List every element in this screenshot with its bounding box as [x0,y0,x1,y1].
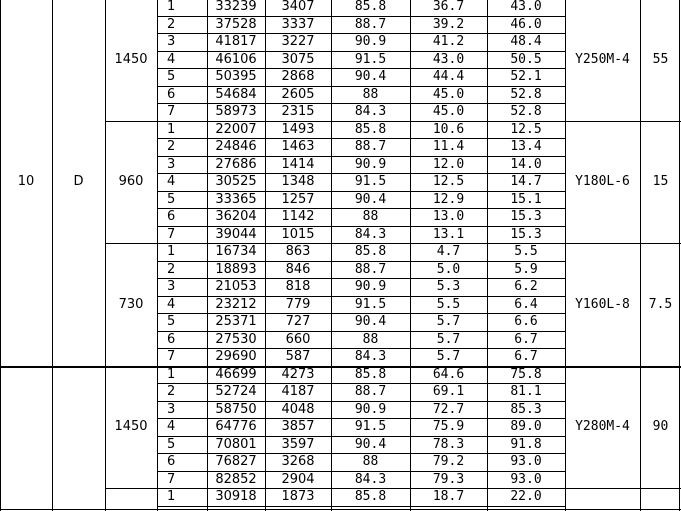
motor-power-value: 6.2 [514,279,538,295]
point-no: 1 [167,366,176,382]
shaft-power-value: 44.4 [432,69,465,85]
flow-value: 22007 [215,121,257,137]
col-divider [410,0,411,511]
efficiency-value: 88.7 [354,384,387,400]
efficiency-value: 84.3 [354,104,387,120]
head-value: 660 [285,331,311,347]
point-no: 7 [167,104,176,120]
shaft-power-value: 12.9 [432,191,465,207]
head-value: 3075 [281,51,315,67]
flow-value: 27686 [215,156,257,172]
motor-power: 55 [652,51,669,67]
point-no: 4 [167,174,176,190]
motor-power-value: 6.4 [514,296,538,312]
flow-value: 76827 [215,454,257,470]
shaft-power-value: 11.4 [432,139,465,155]
col-divider [565,0,566,511]
head-value: 4187 [281,384,315,400]
flow-value: 52724 [215,384,257,400]
head-value: 1493 [281,121,315,137]
point-no: 5 [167,69,176,85]
point-no: 2 [167,139,176,155]
border-left [0,0,1,511]
head-value: 818 [285,279,311,295]
efficiency-value: 84.3 [354,349,387,365]
efficiency-value: 88 [362,86,379,102]
motor-model: Y250M-4 [575,51,630,67]
motor-power-value: 15.1 [510,191,542,207]
point-no: 4 [167,51,176,67]
col-divider [265,0,266,511]
point-no: 1 [167,0,176,15]
flow-value: 70801 [215,436,257,452]
point-no: 7 [167,349,176,365]
shaft-power-value: 41.2 [432,34,465,50]
head-value: 1015 [281,226,315,242]
head-value: 1257 [281,191,315,207]
efficiency-value: 90.9 [354,156,387,172]
shaft-power-value: 10.6 [432,121,465,137]
point-no: 7 [167,226,176,242]
head-value: 1463 [281,139,315,155]
efficiency-value: 90.4 [354,436,387,452]
efficiency-value: 88 [362,454,379,470]
point-no: 3 [167,34,176,50]
efficiency-value: 85.8 [354,244,387,260]
head-value: 587 [285,349,311,365]
point-no: 6 [167,454,176,470]
flow-value: 58973 [215,104,257,120]
motor-power-value: 6.6 [514,314,538,330]
point-no: 2 [167,261,176,277]
flow-value: 33239 [215,0,257,15]
point-no: 6 [167,331,176,347]
head-value: 3857 [281,419,315,435]
motor-power-value: 6.7 [514,349,538,365]
efficiency-value: 91.5 [354,51,387,67]
motor-power-value: 93.0 [510,454,542,470]
head-value: 779 [285,296,311,312]
motor-power-value: 5.5 [514,244,538,260]
motor-power: 7.5 [648,296,673,312]
efficiency-value: 90.9 [354,279,387,295]
efficiency-value: 84.3 [354,226,387,242]
motor-power-value: 22.0 [510,489,542,505]
point-no: 5 [167,191,176,207]
motor-power-value: 52.8 [510,86,542,102]
motor-power-value: 5.9 [514,261,538,277]
speed-rpm: 960 [118,174,144,190]
shaft-power-value: 72.7 [432,401,465,417]
speed-rpm: 1450 [114,419,148,435]
flow-value: 36204 [215,209,257,225]
efficiency-value: 84.3 [354,471,387,487]
flow-value: 18893 [215,261,257,277]
flow-value: 23212 [215,296,257,312]
point-no: 6 [167,86,176,102]
col-divider [331,0,332,511]
motor-power-value: 89.0 [510,419,542,435]
shaft-power-value: 69.1 [432,384,465,400]
shaft-power-value: 39.2 [432,16,465,32]
efficiency-value: 90.4 [354,314,387,330]
head-value: 727 [285,314,311,330]
shaft-power-value: 13.0 [432,209,465,225]
flow-value: 27530 [215,331,257,347]
col-divider [207,0,208,511]
motor-power-value: 75.8 [510,366,542,382]
shaft-power-value: 79.3 [432,471,465,487]
motor-power-value: 85.3 [510,401,542,417]
head-value: 3268 [281,454,315,470]
row-divider [157,506,565,507]
shaft-power-value: 5.7 [436,331,461,347]
efficiency-value: 88.7 [354,261,387,277]
efficiency-value: 90.4 [354,69,387,85]
flow-value: 30918 [215,489,257,505]
point-no: 3 [167,401,176,417]
motor-power-value: 14.0 [510,156,542,172]
flow-value: 46699 [215,366,257,382]
motor-power-value: 81.1 [510,384,542,400]
point-no: 1 [167,244,176,260]
col-divider [640,0,641,511]
flow-value: 25371 [215,314,257,330]
point-no: 1 [167,489,176,505]
speed-rpm: 1450 [114,51,148,67]
flow-value: 30525 [215,174,257,190]
motor-model: Y180L-6 [575,174,630,190]
flow-value: 58750 [215,401,257,417]
efficiency-value: 91.5 [354,419,387,435]
shaft-power-value: 45.0 [432,86,465,102]
efficiency-value: 88 [362,331,379,347]
efficiency-value: 91.5 [354,174,387,190]
shaft-power-value: 36.7 [432,0,465,15]
flow-value: 24846 [215,139,257,155]
motor-power-value: 6.7 [514,331,538,347]
point-no: 7 [167,471,176,487]
point-no: 5 [167,436,176,452]
shaft-power-value: 78.3 [432,436,465,452]
head-value: 2605 [281,86,315,102]
flow-value: 29690 [215,349,257,365]
flow-value: 82852 [215,471,257,487]
impeller-type: D [73,174,84,190]
efficiency-value: 90.4 [354,191,387,207]
flow-value: 21053 [215,279,257,295]
head-value: 2868 [281,69,315,85]
motor-power: 90 [652,419,669,435]
shaft-power-value: 45.0 [432,104,465,120]
point-no: 2 [167,16,176,32]
shaft-power-value: 64.6 [432,366,465,382]
motor-power-value: 91.8 [510,436,542,452]
point-no: 3 [167,279,176,295]
col-divider [157,0,158,511]
motor-power: 15 [652,174,669,190]
motor-power-value: 14.7 [510,174,542,190]
point-no: 1 [167,121,176,137]
head-value: 4273 [281,366,315,382]
motor-power-value: 15.3 [510,209,542,225]
point-no: 4 [167,296,176,312]
efficiency-value: 85.8 [354,0,387,15]
flow-value: 50395 [215,69,257,85]
motor-power-value: 50.5 [510,51,542,67]
motor-power-value: 46.0 [510,16,542,32]
point-no: 3 [167,156,176,172]
motor-model: Y280M-4 [575,419,630,435]
motor-power-value: 43.0 [510,0,542,15]
head-value: 4048 [281,401,315,417]
flow-value: 16734 [215,244,257,260]
head-value: 1142 [281,209,315,225]
motor-power-value: 12.5 [510,121,542,137]
shaft-power-value: 5.7 [436,349,461,365]
bottom-border [0,509,681,510]
col-divider [52,0,53,511]
shaft-power-value: 5.3 [436,279,461,295]
flow-value: 41817 [215,34,257,50]
pump-number: 10 [17,174,35,190]
flow-value: 33365 [215,191,257,207]
speed-rpm: 730 [118,296,144,312]
efficiency-value: 88.7 [354,16,387,32]
flow-value: 46106 [215,51,257,67]
shaft-power-value: 5.7 [436,314,461,330]
flow-value: 54684 [215,86,257,102]
head-value: 846 [285,261,311,277]
head-value: 3227 [281,34,315,50]
motor-power-value: 15.3 [510,226,542,242]
col-divider [105,0,106,511]
motor-power-value: 13.4 [510,139,542,155]
head-value: 3597 [281,436,315,452]
efficiency-value: 85.8 [354,489,387,505]
shaft-power-value: 18.7 [432,489,465,505]
shaft-power-value: 12.0 [432,156,465,172]
point-no: 4 [167,419,176,435]
shaft-power-value: 5.0 [436,261,461,277]
motor-power-value: 93.0 [510,471,542,487]
shaft-power-value: 4.7 [436,244,461,260]
shaft-power-value: 13.1 [432,226,465,242]
head-value: 3407 [281,0,315,15]
motor-power-value: 52.1 [510,69,542,85]
shaft-power-value: 5.5 [436,296,461,312]
head-value: 3337 [281,16,315,32]
efficiency-value: 88 [362,209,379,225]
shaft-power-value: 43.0 [432,51,465,67]
efficiency-value: 85.8 [354,366,387,382]
shaft-power-value: 12.5 [432,174,465,190]
head-value: 1348 [281,174,315,190]
shaft-power-value: 75.9 [432,419,465,435]
efficiency-value: 91.5 [354,296,387,312]
point-no: 6 [167,209,176,225]
efficiency-value: 90.9 [354,34,387,50]
motor-model: Y160L-8 [575,296,630,312]
point-no: 5 [167,314,176,330]
col-divider [487,0,488,511]
efficiency-value: 85.8 [354,121,387,137]
efficiency-value: 90.9 [354,401,387,417]
head-value: 2315 [281,104,315,120]
flow-value: 37528 [215,16,257,32]
point-no: 2 [167,384,176,400]
head-value: 1873 [281,489,315,505]
efficiency-value: 88.7 [354,139,387,155]
head-value: 2904 [281,471,315,487]
border-right [679,0,680,511]
head-value: 1414 [281,156,315,172]
motor-power-value: 52.8 [510,104,542,120]
flow-value: 39044 [215,226,257,242]
head-value: 863 [285,244,311,260]
shaft-power-value: 79.2 [432,454,465,470]
flow-value: 64776 [215,419,257,435]
motor-power-value: 48.4 [510,34,542,50]
